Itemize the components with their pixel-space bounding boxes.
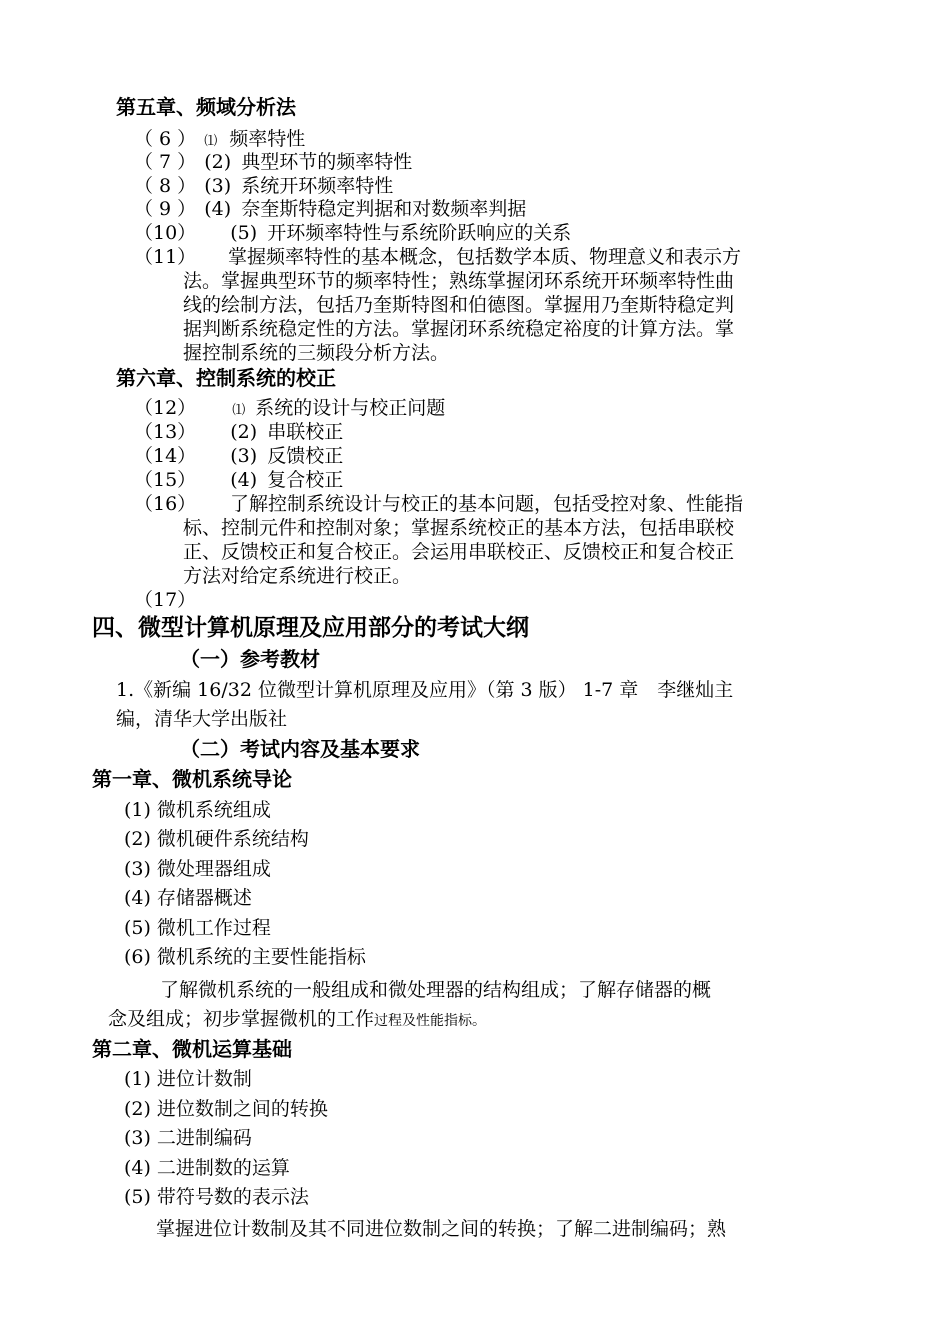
empty-item-number: （17）: [134, 589, 197, 611]
list-item: （14） (3) 反馈校正: [134, 445, 344, 467]
requirement-text: 线的绘制方法，包括乃奎斯特图和伯德图。掌握用乃奎斯特稳定判: [183, 294, 735, 316]
list-item: (2) 进位数制之间的转换: [124, 1098, 328, 1120]
requirement-text: 标、控制元件和控制对象；掌握系统校正的基本方法，包括串联校: [183, 517, 735, 539]
list-item: (4) 二进制数的运算: [124, 1157, 290, 1179]
requirement-text: 方法对给定系统进行校正。: [183, 565, 412, 587]
requirement-number: （11）: [134, 246, 197, 268]
list-item: （ 6 ） ⑴ 频率特性: [134, 128, 306, 150]
requirement-text: 了解控制系统设计与校正的基本问题，包括受控对象、性能指: [230, 493, 744, 515]
requirement-text: 法。掌握典型环节的频率特性；熟练掌握闭环系统开环频率特性曲: [183, 270, 735, 292]
list-item: (3) 微处理器组成: [124, 858, 271, 880]
requirement-text: 掌握进位计数制及其不同进位数制之间的转换；了解二进制编码；熟: [156, 1218, 727, 1240]
requirement-text: 念及组成；初步掌握微机的工作过程及性能指标。: [108, 1008, 487, 1030]
chapter5-title: 第五章、频域分析法: [116, 95, 296, 119]
list-item: (5) 带符号数的表示法: [124, 1186, 309, 1208]
micro-chapter2-title: 第二章、微机运算基础: [92, 1037, 292, 1061]
list-item: (3) 二进制编码: [124, 1127, 252, 1149]
requirement-text: 握控制系统的三频段分析方法。: [183, 342, 450, 364]
list-item: （ 7 ） (2) 典型环节的频率特性: [134, 151, 413, 173]
list-item: (2) 微机硬件系统结构: [124, 828, 309, 850]
part4-title: 四、微型计算机原理及应用部分的考试大纲: [92, 614, 529, 641]
list-item: （15） (4) 复合校正: [134, 469, 344, 491]
requirement-text: 据判断系统稳定性的方法。掌握闭环系统稳定裕度的计算方法。掌: [183, 318, 735, 340]
micro-chapter1-title: 第一章、微机系统导论: [92, 767, 292, 791]
subsection-title: （一）参考教材: [180, 647, 320, 671]
reference-text: 编，清华大学出版社: [116, 708, 288, 730]
chapter6-title: 第六章、控制系统的校正: [116, 366, 336, 390]
list-item: (4) 存储器概述: [124, 887, 252, 909]
list-item: （ 8 ） (3) 系统开环频率特性: [134, 175, 394, 197]
list-item: （13） (2) 串联校正: [134, 421, 344, 443]
requirement-text: 了解微机系统的一般组成和微处理器的结构组成；了解存储器的概: [160, 979, 712, 1001]
requirement-text: 正、反馈校正和复合校正。会运用串联校正、反馈校正和复合校正: [183, 541, 735, 563]
requirement-text: 掌握频率特性的基本概念，包括数学本质、物理意义和表示方: [228, 246, 742, 268]
subsection-title: （二）考试内容及基本要求: [180, 737, 420, 761]
list-item: （12） ⑴ 系统的设计与校正问题: [134, 397, 446, 419]
list-item: (1) 进位计数制: [124, 1068, 252, 1090]
list-item: (6) 微机系统的主要性能指标: [124, 946, 366, 968]
requirement-number: （16）: [134, 493, 197, 515]
list-item: （ 9 ） (4) 奈奎斯特稳定判据和对数频率判据: [134, 198, 527, 220]
list-item: （10） (5) 开环频率特性与系统阶跃响应的关系: [134, 222, 572, 244]
list-item: (1) 微机系统组成: [124, 799, 271, 821]
list-item: (5) 微机工作过程: [124, 917, 271, 939]
reference-text: 1.《新编 16/32 位微型计算机原理及应用》（第 3 版） 1-7 章 李继灿主: [116, 679, 734, 701]
